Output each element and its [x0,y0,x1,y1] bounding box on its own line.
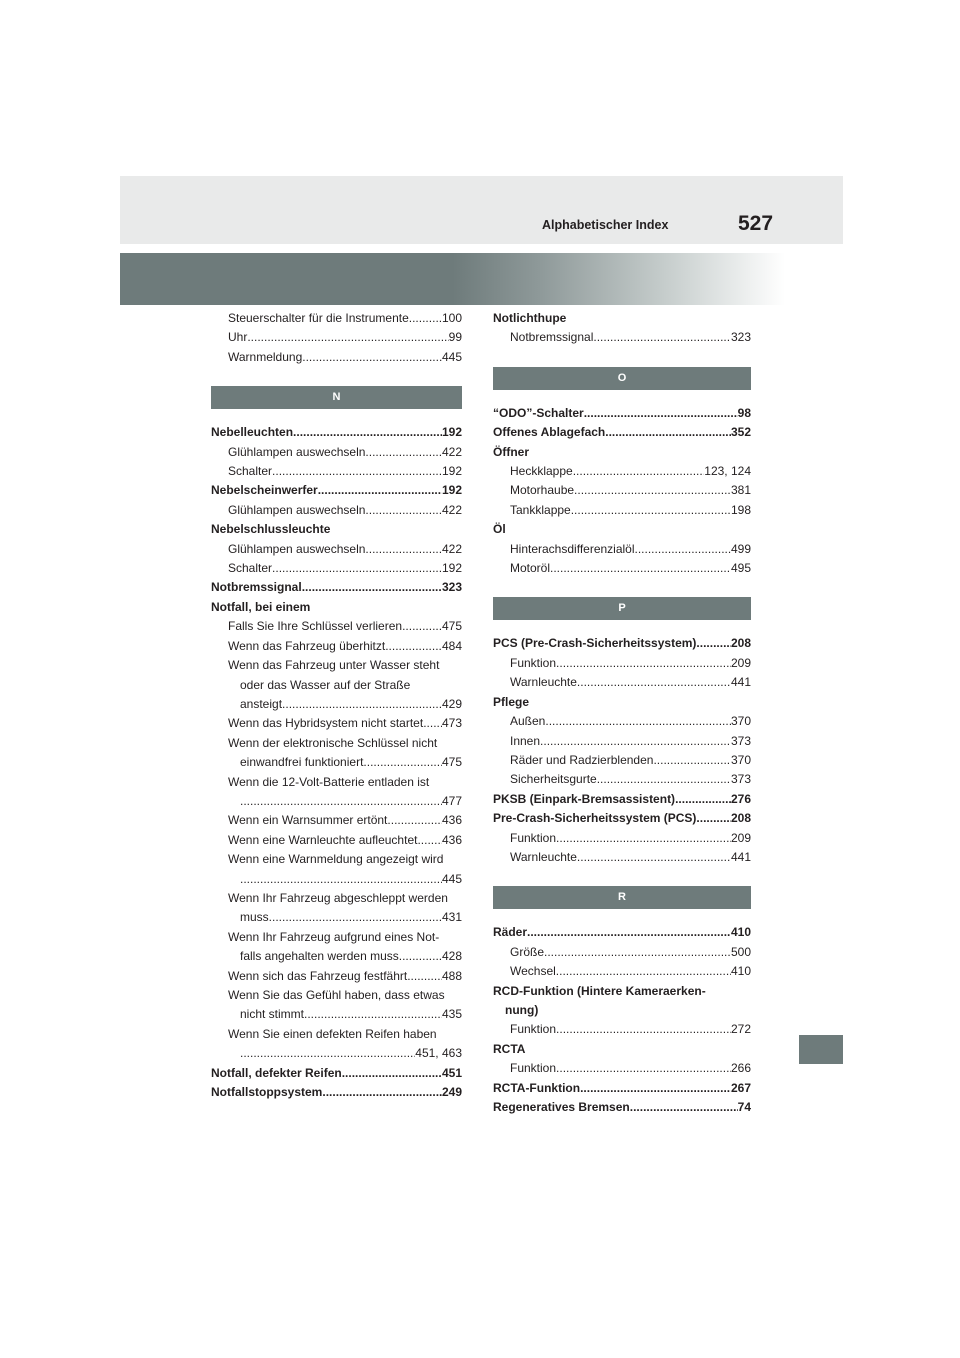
index-entry-page: 441 [730,849,751,864]
index-entry-page: 422 [441,541,462,556]
index-entry-page: 249 [441,1085,462,1100]
index-entry [493,809,751,828]
index-entry [211,734,462,753]
index-entry-label: Wenn das Hybridsystem nicht startet [228,716,424,731]
index-entry [493,693,751,712]
index-entry-label: Wenn die 12-Volt-Batterie entladen ist [228,774,430,789]
index-entry-label: RCTA-Funktion [493,1080,581,1095]
dot-leader [399,947,442,966]
index-entry-label: Wenn eine Warnleuchte aufleuchtet [228,832,418,847]
index-entry [211,1083,462,1102]
index-entry-page: 267 [730,1080,751,1095]
dot-leader [363,753,442,772]
index-entry-label: Warnleuchte [510,849,577,864]
index-entry-label: Notfall, bei einem [211,599,311,614]
index-entry [211,850,462,869]
dot-leader [302,578,442,597]
index-entry-label: Glühlampen auswechseln [228,541,366,556]
index-entry [493,559,751,578]
index-entry-page: 381 [730,483,751,498]
dot-leader [556,1020,731,1039]
index-entry-label: Glühlampen auswechseln [228,444,366,459]
dot-leader [302,348,442,367]
index-entry-page: 208 [730,811,751,826]
index-entry [211,1044,462,1063]
index-entry-label: nung) [505,1002,539,1017]
index-entry-label: Motorhaube [510,483,575,498]
index-entry-label: Notbremssignal [211,580,302,595]
index-entry-label: Wechsel [510,964,556,979]
index-entry-page: 208 [730,636,751,651]
index-entry [211,578,462,597]
index-entry [493,443,751,462]
index-entry-page: 495 [730,561,751,576]
index-entry-page: 484 [441,638,462,653]
index-entry [211,676,462,695]
index-entry [493,520,751,539]
dot-leader [318,481,442,500]
index-entry-page: 192 [441,561,462,576]
header-band [120,176,843,244]
index-entry [493,501,751,520]
index-entry-page: 475 [441,619,462,634]
index-entry-label: Größe [510,944,545,959]
index-entry-label: Falls Sie Ihre Schlüssel verlieren [228,619,403,634]
index-entry-label: Wenn Ihr Fahrzeug abgeschleppt werden [228,890,448,905]
index-entry [211,1025,462,1044]
index-entry-label: Innen [510,733,541,748]
index-entry-label: Regeneratives Bremsen [493,1100,630,1114]
index-entry-label: Nebelschlussleuchte [211,522,331,537]
dot-leader [597,770,731,789]
index-entry-page: 373 [730,772,751,787]
index-entry [493,1020,751,1039]
index-entry [493,540,751,559]
index-entry-label: PKSB (Einpark-Bremsassistent) [493,791,676,806]
index-entry-page: 100 [441,311,462,325]
index-entry [493,1079,751,1098]
index-entry-page: 352 [730,425,751,440]
index-entry-page: 74 [737,1100,751,1114]
page-number: 527 [738,212,774,235]
dot-leader [577,848,731,867]
index-entry-label: Funktion [510,1022,557,1037]
dot-leader [696,634,731,653]
dot-leader [556,1059,731,1078]
index-entry-label: Notfall, defekter Reifen [211,1065,342,1080]
index-entry [211,811,462,830]
index-entry-page: 410 [730,964,751,979]
dot-leader [527,923,731,942]
dot-leader [247,328,448,347]
index-entry [211,928,462,947]
index-entry-label: Wenn eine Warnmeldung angezeigt wird [228,852,444,867]
index-entry-page: 198 [730,502,751,517]
index-entry [211,309,462,328]
index-entry-label: Nebelleuchten [211,425,294,440]
dot-leader [574,481,731,500]
index-entry [493,751,751,770]
dot-leader [240,870,442,889]
index-entry-label: RCTA [493,1041,526,1056]
index-entry [211,831,462,850]
index-entry [211,1064,462,1083]
index-entry [493,1001,751,1020]
index-entry-page: 123, 124 [704,464,751,479]
index-entry [493,673,751,692]
index-entry-label: Notbremssignal [510,330,594,345]
dot-leader [385,637,442,656]
index-entry [493,654,751,673]
index-entry-label: Räder und Radzierblenden [510,752,654,767]
letter-section-bar: O [493,367,751,390]
index-entry-label: Räder [493,925,528,940]
index-entry [493,923,751,942]
index-entry-page: 451, 463 [415,1046,462,1061]
dot-leader [272,559,442,578]
dot-leader [322,1083,442,1102]
dot-leader [544,943,731,962]
index-entry-label: Wenn sich das Fahrzeug festfährt [228,968,408,983]
dot-leader [556,654,731,673]
index-entry [211,559,462,578]
dot-leader [653,751,731,770]
index-entry-label: Wenn ein Warnsummer ertönt [228,813,388,828]
index-entry [211,889,462,908]
index-entry-page: 499 [730,541,751,556]
dot-leader [593,328,731,347]
index-entry [211,1005,462,1024]
index-entry-page: 422 [441,444,462,459]
index-entry [211,443,462,462]
dot-leader [365,540,442,559]
index-entry [211,792,462,811]
index-entry [493,481,751,500]
index-entry-label: Warnmeldung [228,349,303,364]
index-entry-label: Wenn der elektronische Schlüssel nicht [228,735,438,750]
index-entry [211,753,462,772]
index-entry-page: 192 [441,483,462,498]
letter-section-bar: N [211,386,462,409]
dot-leader [675,790,731,809]
index-entry [211,908,462,927]
dot-leader [423,714,442,733]
index-entry-page: 429 [441,696,462,711]
index-entry-label: Warnleuchte [510,675,577,690]
index-entry-label: Funktion [510,655,557,670]
index-entry-label: Wenn Ihr Fahrzeug aufgrund eines Not- [228,929,440,944]
dot-leader [605,423,731,442]
index-entry-label: Funktion [510,830,557,845]
index-entry [211,462,462,481]
index-entry [493,712,751,731]
index-entry-label: Motoröl [510,561,551,576]
dot-leader [417,831,442,850]
dot-leader [304,1005,442,1024]
index-entry-page: 475 [441,755,462,770]
index-column-left [211,309,462,1102]
dot-leader [573,462,705,481]
index-entry-label: Pre-Crash-Sicherheitssystem (PCS) [493,811,697,826]
index-entry-label: Offenes Ablagefach [493,425,606,440]
index-entry-label: einwandfrei funktioniert [240,755,364,770]
index-entry [493,328,751,347]
dot-leader [556,962,731,981]
index-entry [211,540,462,559]
index-entry-page: 451 [441,1065,462,1080]
index-entry [211,967,462,986]
index-entry-label: Uhr [228,330,248,345]
index-entry-label: ansteigt [240,696,283,711]
index-entry-label: RCD-Funktion (Hintere Kameraerken- [493,983,706,998]
index-entry-label: Glühlampen auswechseln [228,502,366,517]
index-entry-page: 445 [441,349,462,364]
dot-leader [545,712,731,731]
index-entry-label: “ODO”-Schalter [493,405,584,420]
index-entry-label: Pflege [493,694,530,709]
index-entry-label: Wenn das Fahrzeug überhitzt [228,638,386,653]
index-entry-label: PCS (Pre-Crash-Sicherheitssystem) [493,636,697,651]
index-entry [493,309,751,328]
index-entry [211,520,462,539]
index-entry [211,328,462,347]
index-entry [211,637,462,656]
index-entry-label: Notlichthupe [493,311,567,325]
index-entry-label: oder das Wasser auf der Straße [240,677,411,692]
index-entry-page: 436 [441,813,462,828]
dot-leader [571,501,731,520]
index-entry-page: 98 [737,405,751,420]
index-entry-page: 272 [730,1022,751,1037]
index-entry [211,986,462,1005]
index-entry [211,617,462,636]
letter-section-bar: R [493,886,751,909]
header-gradient-band [120,253,785,305]
index-entry-page: 192 [441,425,462,440]
index-entry-label: Wenn das Fahrzeug unter Wasser steht [228,658,440,673]
index-entry [211,501,462,520]
index-entry-label: Heckklappe [510,464,573,479]
dot-leader [635,540,731,559]
index-entry-label: Hinterachsdifferenzialöl [510,541,635,556]
dot-leader [696,809,731,828]
index-entry-page: 323 [441,580,462,595]
index-entry-page: 477 [441,793,462,808]
index-entry [493,790,751,809]
index-entry-page: 373 [730,733,751,748]
index-entry-page: 370 [730,752,751,767]
index-entry [493,962,751,981]
dot-leader [407,967,442,986]
index-entry-page: 422 [441,502,462,517]
index-entry-label: falls angehalten werden muss [240,949,399,964]
dot-leader [556,829,731,848]
index-entry [493,423,751,442]
index-entry-label: Notfallstoppsystem [211,1085,323,1100]
index-entry-page: 370 [730,714,751,729]
section-title: Alphabetischer Index [542,218,669,232]
dot-leader [269,908,442,927]
index-entry-label: Nebelscheinwerfer [211,483,318,498]
dot-leader [409,309,442,328]
index-entry-page: 276 [730,791,751,806]
index-entry-label: Wenn Sie einen defekten Reifen haben [228,1026,437,1041]
index-entry [493,404,751,423]
index-entry [211,481,462,500]
index-entry [493,848,751,867]
index-entry-page: 323 [730,330,751,345]
index-entry-page: 473 [441,716,462,731]
index-entry-page: 435 [441,1007,462,1022]
dot-leader [580,1079,731,1098]
index-entry [493,732,751,751]
index-entry-label: nicht stimmt [240,1007,305,1022]
dot-leader [240,1044,415,1063]
index-entry-label: Schalter [228,464,273,479]
index-entry-page: 266 [730,1061,751,1076]
index-entry-label: Sicherheitsgurte [510,772,597,787]
index-entry-page: 445 [441,871,462,886]
index-entry [493,829,751,848]
index-entry [211,947,462,966]
dot-leader [550,559,731,578]
index-entry-label: Wenn Sie das Gefühl haben, dass etwas [228,988,445,1002]
index-entry [211,695,462,714]
index-entry-page: 428 [441,949,462,964]
index-entry-page: 488 [441,968,462,983]
index-entry-page: 192 [441,464,462,479]
index-entry-page: 431 [441,910,462,925]
index-entry-page: 410 [730,925,751,940]
letter-section-bar: P [493,597,751,620]
index-entry-label: Schalter [228,561,273,576]
index-entry [211,714,462,733]
index-entry [493,1098,751,1117]
index-entry [211,870,462,889]
dot-leader [240,792,442,811]
index-entry [493,1040,751,1059]
index-entry-label: Öl [493,522,506,537]
index-entry [211,773,462,792]
index-entry-label: Öffner [493,444,529,459]
index-entry-page: 441 [730,675,751,690]
index-entry [493,462,751,481]
index-entry [493,982,751,1001]
index-entry-label: Funktion [510,1061,557,1076]
index-entry-label: Steuerschalter für die Instrumente [228,311,409,325]
index-entry [211,348,462,367]
index-entry-label: Tankklappe [510,502,571,517]
dot-leader [282,695,442,714]
dot-leader [402,617,442,636]
index-entry-page: 436 [441,832,462,847]
index-entry [493,943,751,962]
dot-leader [584,404,738,423]
index-entry [211,598,462,617]
index-entry [493,770,751,789]
index-entry-page: 99 [448,330,462,345]
dot-leader [540,732,731,751]
index-entry [211,423,462,442]
index-entry-page: 209 [730,655,751,670]
dot-leader [387,811,442,830]
index-entry-page: 209 [730,830,751,845]
dot-leader [342,1064,442,1083]
dot-leader [630,1098,738,1117]
index-entry [211,656,462,675]
index-entry [493,634,751,653]
dot-leader [272,462,442,481]
dot-leader [293,423,442,442]
dot-leader [365,501,442,520]
dot-leader [365,443,442,462]
index-entry-page: 500 [730,944,751,959]
index-entry-label: muss [240,910,269,925]
index-entry-label: Außen [510,714,546,729]
thumb-index-tab [799,1035,843,1064]
dot-leader [577,673,731,692]
index-entry [493,1059,751,1078]
index-column-right [493,309,751,1117]
